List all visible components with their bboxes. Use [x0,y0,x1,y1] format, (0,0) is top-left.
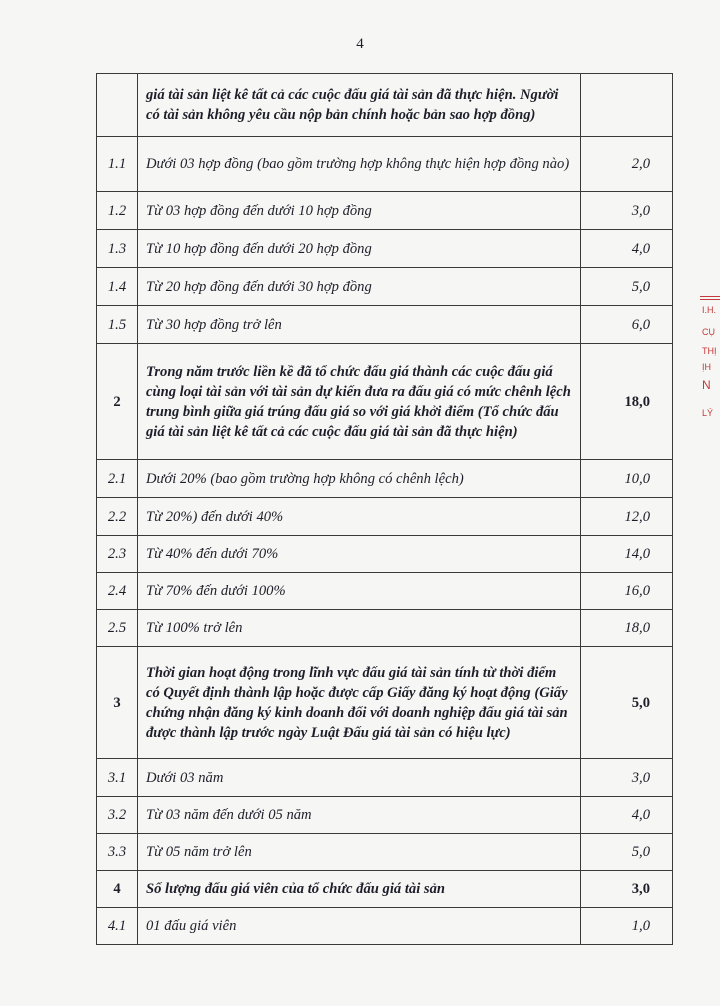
table-row [97,268,673,306]
table-row [97,871,673,908]
row-score: 2,0 [581,137,673,192]
row-score: 18,0 [581,610,673,647]
row-description: 01 đấu giá viên [138,908,581,945]
stamp-text: THỊ [702,346,717,356]
row-number: 3.1 [97,759,138,797]
row-number: 4.1 [97,908,138,945]
row-score: 1,0 [581,908,673,945]
row-score [581,74,673,137]
row-number: 2.1 [97,460,138,498]
row-score: 18,0 [581,344,673,460]
row-number: 1.3 [97,230,138,268]
table-row [97,908,673,945]
row-description: giá tài sản liệt kê tất cả các cuộc đấu giá tài sản đã thực hiện. Người có tài sản không yêu cầu nộp bản chính hoặc bản sao hợp đồng) [138,74,581,137]
row-number: 3.3 [97,834,138,871]
stamp-text: CỤ [702,327,715,337]
row-description: Từ 20%) đến dưới 40% [138,498,581,536]
table-row [97,74,673,137]
row-description: Từ 40% đến dưới 70% [138,536,581,573]
row-score: 5,0 [581,268,673,306]
row-description: Từ 70% đến dưới 100% [138,573,581,610]
row-description: Từ 03 năm đến dưới 05 năm [138,797,581,834]
table-row [97,192,673,230]
table-row [97,498,673,536]
row-number: 4 [97,871,138,908]
row-number: 1.5 [97,306,138,344]
criteria-table [96,73,673,945]
stamp-line [700,296,720,297]
row-score: 3,0 [581,759,673,797]
table-row [97,610,673,647]
table-row [97,306,673,344]
row-score: 5,0 [581,834,673,871]
page-number: 4 [356,36,364,52]
table-row [97,230,673,268]
table-row [97,834,673,871]
table-row [97,137,673,192]
row-number: 2.5 [97,610,138,647]
stamp-line [700,299,720,300]
row-number: 3.2 [97,797,138,834]
stamp-text: ỊH [702,362,711,372]
row-number: 2.2 [97,498,138,536]
row-description: Thời gian hoạt động trong lĩnh vực đấu giá tài sản tính từ thời điểm có Quyết định thành lập hoặc được cấp Giấy đăng ký hoạt động (Giấy chứng nhận đăng ký kinh doanh đối với doanh nghiệp đấu giá tài sản được thành lập trước ngày Luật Đấu giá tài sản có hiệu lực) [138,647,581,759]
table-row [97,573,673,610]
row-number: 2.3 [97,536,138,573]
stamp-text: LÝ [702,408,714,418]
row-description: Dưới 20% (bao gồm trường hợp không có chênh lệch) [138,460,581,498]
row-score: 14,0 [581,536,673,573]
row-score: 10,0 [581,460,673,498]
row-score: 6,0 [581,306,673,344]
table-row [97,759,673,797]
table-row [97,344,673,460]
row-score: 16,0 [581,573,673,610]
row-description: Từ 10 hợp đồng đến dưới 20 hợp đồng [138,230,581,268]
row-score: 12,0 [581,498,673,536]
stamp-text: N [702,378,711,392]
table-row [97,647,673,759]
table-row [97,460,673,498]
row-description: Từ 30 hợp đồng trở lên [138,306,581,344]
row-description: Trong năm trước liền kề đã tổ chức đấu giá thành các cuộc đấu giá cùng loại tài sản với tài sản dự kiến đưa ra đấu giá có mức chênh lệch trung bình giữa giá trúng đấu giá so với giá khởi điểm (Tổ chức đấu giá tài sản liệt kê tất cả các cuộc đấu giá tài sản đã thực hiện) [138,344,581,460]
row-number: 2.4 [97,573,138,610]
row-number: 3 [97,647,138,759]
row-score: 4,0 [581,230,673,268]
row-score: 3,0 [581,871,673,908]
row-score: 4,0 [581,797,673,834]
margin-stamp-fragment [700,296,720,428]
row-description: Dưới 03 năm [138,759,581,797]
row-number: 1.1 [97,137,138,192]
row-description: Dưới 03 hợp đồng (bao gồm trường hợp không thực hiện hợp đồng nào) [138,137,581,192]
row-score: 3,0 [581,192,673,230]
row-number: 1.2 [97,192,138,230]
row-description: Từ 20 hợp đồng đến dưới 30 hợp đồng [138,268,581,306]
row-score: 5,0 [581,647,673,759]
row-description: Số lượng đấu giá viên của tổ chức đấu giá tài sản [138,871,581,908]
row-number: 2 [97,344,138,460]
row-number [97,74,138,137]
row-description: Từ 03 hợp đồng đến dưới 10 hợp đồng [138,192,581,230]
row-description: Từ 100% trở lên [138,610,581,647]
row-number: 1.4 [97,268,138,306]
table-row [97,536,673,573]
stamp-text: I.H. [702,305,717,315]
row-description: Từ 05 năm trở lên [138,834,581,871]
table-row [97,797,673,834]
